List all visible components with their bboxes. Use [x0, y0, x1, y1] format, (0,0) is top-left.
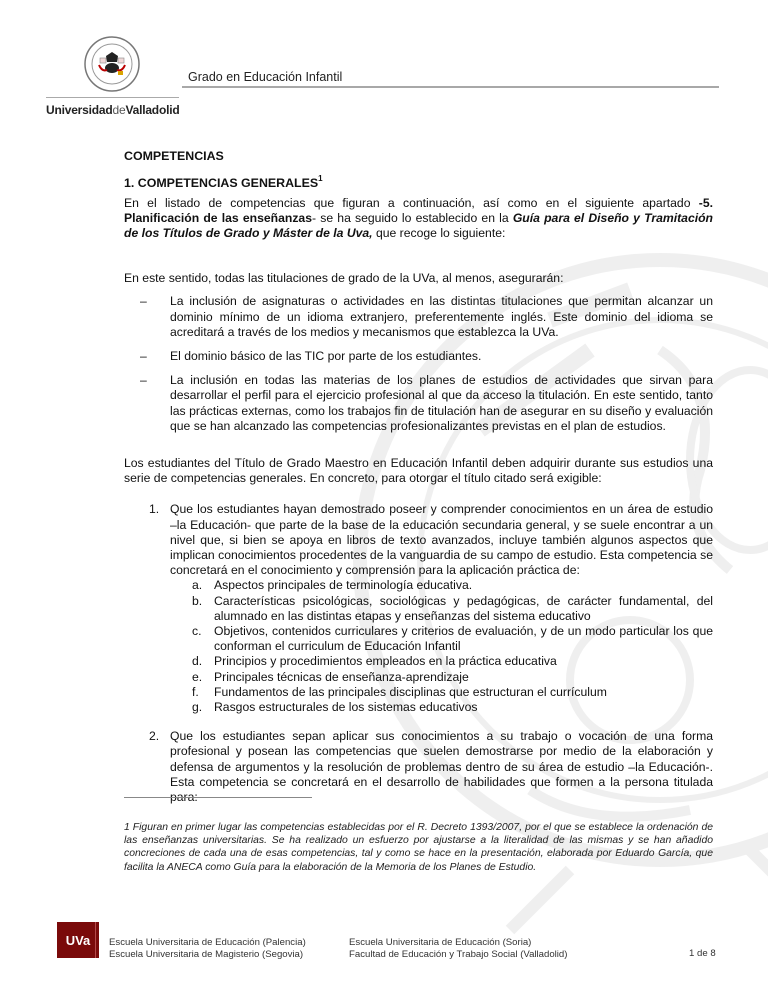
- dash-bullet: –: [140, 373, 147, 388]
- sub-letter: b.: [192, 593, 203, 608]
- intro-paragraph: [124, 196, 713, 242]
- sub-letter: d.: [192, 654, 203, 669]
- sub-item: [168, 624, 713, 654]
- page-number: 1 de 8: [689, 948, 716, 959]
- sub-letter: g.: [192, 700, 203, 715]
- list-item: [124, 294, 713, 340]
- sub-list: [170, 578, 713, 715]
- section-title-text: 1. COMPETENCIAS GENERALES: [124, 176, 319, 191]
- list-item-text: El dominio básico de las TIC por parte de los estudiantes.: [170, 348, 482, 363]
- sub-item-text: Rasgos estructurales de los sistemas educativos: [214, 700, 478, 715]
- competence-text: Que los estudiantes sepan aplicar sus conocimientos a su trabajo o vocación de una forma profesional y posean las competencias que suelen demostrarse por medio de la elaboración y defensa de argumentos y la resolución de problemas dentro de su área de estudio –la Educación-. Esta competencia se concretará en el desarrollo de habilidades que formen a la persona titulada para:: [170, 729, 713, 805]
- footer-school: Facultad de Educación y Trabajo Social (Valladolid): [349, 948, 568, 960]
- item-number: 2.: [149, 729, 160, 744]
- dash-bullet: –: [140, 294, 147, 309]
- sub-item-text: Principales técnicas de enseñanza-aprendizaje: [214, 669, 469, 684]
- document-body: [124, 149, 713, 819]
- uva-logo: UVa: [57, 922, 99, 958]
- university-seal-icon: [84, 36, 140, 92]
- footnote-ref[interactable]: 1: [318, 174, 323, 184]
- sub-item-text: Objetivos, contenidos curriculares y criterios de evaluación, y de un modo particular los que conforman el curriculum de Educación Infantil: [214, 624, 713, 654]
- intro-text: que recoge lo siguiente:: [372, 225, 506, 240]
- sub-item: [168, 700, 713, 715]
- university-name-part: de: [112, 103, 126, 117]
- dash-list: [124, 294, 713, 434]
- university-name-part: Universidad: [46, 103, 113, 117]
- sub-letter: e.: [192, 669, 203, 684]
- sub-item: [168, 654, 713, 669]
- footnote: 1 Figuran en primer lugar las competencias establecidas por el R. Decreto 1393/2007, por el que se establece la ordenación de las enseñanzas universitarias. Se ha realizado un esfuerzo por ajustarse a la literalidad de las mismas y se han añadido concreciones de cada una de esas competencias, tal y como se hace en la presentación, elaborada por Eduardo García, que facilita la ANECA como Guía para la elaboración de la Memoria de los Planes de Estudio.: [124, 822, 713, 873]
- list-item: [124, 373, 713, 434]
- footer-schools-left: [109, 937, 306, 960]
- dash-bullet: –: [140, 348, 147, 363]
- sub-item-text: Aspectos principales de terminología educativa.: [214, 578, 473, 593]
- footer-school: Escuela Universitaria de Educación (Soria): [349, 937, 532, 948]
- header-title: Grado en Educación Infantil: [188, 70, 343, 84]
- footer-schools-right: [349, 937, 567, 960]
- sub-item: [168, 685, 713, 700]
- sub-letter: f.: [192, 684, 199, 699]
- competence-item: [124, 729, 713, 805]
- sense-paragraph: En este sentido, todas las titulaciones de grado de la UVa, al menos, asegurarán:: [124, 271, 564, 286]
- sub-item-text: Características psicológicas, sociológicas y pedagógicas, de carácter fundamental, del alumnado en las distintas etapas y enseñanzas del sistema educativo: [214, 593, 713, 623]
- students-paragraph: Los estudiantes del Título de Grado Maestro en Educación Infantil deben adquirir durante sus estudios una serie de competencias generales. En concreto, para otorgar el título citado será exigible:: [124, 455, 713, 486]
- competence-item: [124, 502, 713, 715]
- sub-letter: c.: [192, 624, 202, 638]
- logo-divider: [46, 97, 179, 98]
- page-heading: COMPETENCIAS: [124, 149, 224, 163]
- intro-text: - se ha seguido lo establecido en la: [312, 210, 513, 225]
- footer-school: Escuela Universitaria de Educación (Palencia): [109, 937, 306, 948]
- list-item-text: La inclusión de asignaturas o actividades en las distintas titulaciones que permitan alcanzar un dominio mínimo de un idioma extranjero, preferentemente inglés. Este dominio del idioma se acreditará a través de los medios y mecanismos que establezca la UVa.: [170, 294, 713, 339]
- item-number: 1.: [149, 502, 160, 517]
- intro-guide-title: Guía para el Diseño y Tramitación de los Títulos de Grado y Máster de la Uva,: [124, 210, 714, 240]
- footer-school: Escuela Universitaria de Magisterio (Segovia): [109, 948, 304, 960]
- intro-text: En el listado de competencias que figuran a continuación, así como en el siguiente apartado: [124, 195, 699, 210]
- sub-letter: a.: [192, 578, 203, 593]
- section-title: [124, 172, 713, 191]
- sub-item-text: Principios y procedimientos empleados en la práctica educativa: [214, 654, 557, 669]
- list-item-text: La inclusión en todas las materias de los planes de estudios de actividades que sirvan para desarrollar el perfil para el ejercicio profesional al que da acceso la titulación. En este sentido, tanto las prácticas externas, como los trabajos fin de titulación han de asegurar en su diseño y evaluación que se han alcanzado las competencias profesionalizantes previstas en el plan de estudios.: [170, 373, 713, 433]
- sub-item: [168, 670, 713, 685]
- university-name-part: Valladolid: [125, 103, 180, 117]
- sub-item: [168, 594, 713, 624]
- sub-item-text: Fundamentos de las principales disciplinas que estructuran el currículum: [214, 684, 607, 699]
- university-logo-text: [46, 103, 179, 117]
- competence-text: Que los estudiantes hayan demostrado poseer y comprender conocimientos en un área de estudio –la Educación- que parte de la base de la educación secundaria general, y se suele encontrar a un nivel que, si bien se apoya en libros de texto avanzados, incluye también algunos aspectos que implican conocimientos procedentes de la vanguardia de su campo de estudio. Esta competencia se concretará en el conocimiento y comprensión para la aplicación práctica de:: [170, 502, 713, 578]
- intro-bold-ref: -5. Planificación de las enseñanzas: [124, 195, 713, 225]
- sub-item: [168, 578, 713, 593]
- header-divider: [182, 86, 719, 88]
- competence-list: [124, 502, 713, 805]
- footnote-divider: [124, 797, 312, 798]
- list-item: [124, 349, 713, 364]
